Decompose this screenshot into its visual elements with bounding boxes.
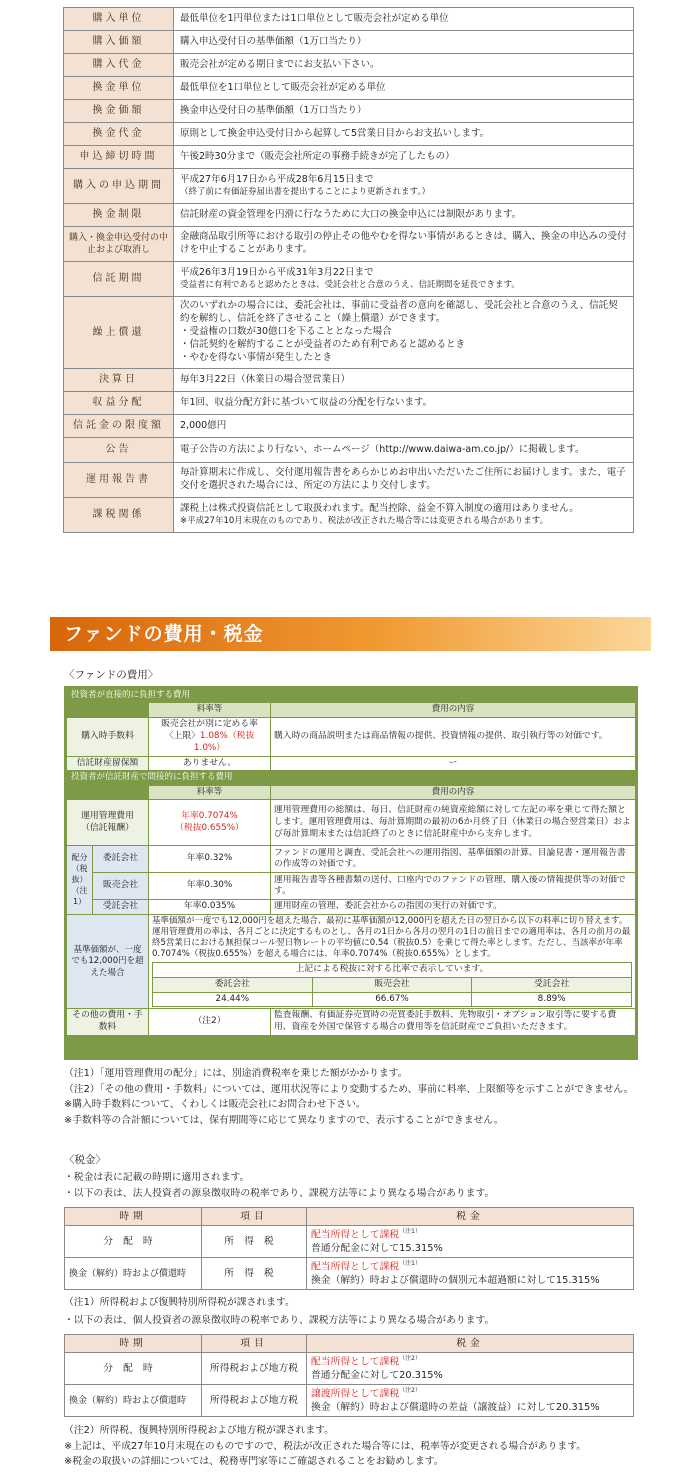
info-row-value: 2,000億円 xyxy=(174,415,634,438)
info-row-label: 購入・換金申込受付の中止および取消し xyxy=(64,227,174,262)
info-row-value: 信託財産の資金管理を円滑に行なうために大口の換金申込には制限があります。 xyxy=(174,204,634,227)
info-row xyxy=(64,8,634,31)
trust-reserve-content: ー xyxy=(271,756,636,771)
col-rate-header: 料率等 xyxy=(149,703,271,717)
info-row-value: 原則として換金申込受付日から起算して5営業日目からお支払いします。 xyxy=(174,123,634,146)
over-12000-label: 基準価額が、一度でも12,000円を超えた場合 xyxy=(67,915,149,1009)
info-row-label: 購入価額 xyxy=(64,31,174,54)
fund-cost-heading: 〈ファンドの費用〉 xyxy=(64,669,159,681)
info-row-value: 金融商品取引所等における取引の停止その他やむを得ない事情があるときは、購入、換金の申込みの受付けを中止することがあります。 xyxy=(174,227,634,262)
info-row-label: 収益分配 xyxy=(64,392,174,415)
ratio-header-trustor: 委託会社 xyxy=(153,977,313,992)
alloc-seller: 販売会社 xyxy=(93,873,149,900)
corp-row2-tax: 配当所得として課税$^{(注1)}$ 換金（解約）時および償還時の個別元本超過額に対して15.315% xyxy=(307,1258,634,1290)
other-fees-rate: （注2） xyxy=(149,1009,271,1036)
info-row-label: 信託期間 xyxy=(64,262,174,297)
info-row-value: 平成26年3月19日から平成31年3月22日まで 受益者に有利であると認めたときは、受託会社と合意のうえ、信託期間を延長できます。 xyxy=(174,262,634,297)
info-row-value: 販売会社が定める期日までにお支払い下さい。 xyxy=(174,54,634,77)
info-row-label: 購入単位 xyxy=(64,8,174,31)
final-note-3: ※税金の取扱いの詳細については、税務専門家等にご確認されることをお勧めします。 xyxy=(64,1456,444,1468)
info-row xyxy=(64,123,634,146)
alloc-trustor-content: ファンドの運用と調査、受託会社への運用指図、基準価額の計算、目論見書・運用報告書の作成等の対価です。 xyxy=(271,846,636,873)
ratio-header-trustee: 受託会社 xyxy=(472,977,632,992)
info-row-value: 電子公告の方法により行ない、ホームページ（http://www.daiwa-am.co.jp/）に掲載します。 xyxy=(174,438,634,463)
mgmt-fee-rate: 年率0.7074% （税抜0.655%） xyxy=(149,800,271,846)
indiv-row2-period: 換金（解約）時および償還時 xyxy=(65,1385,202,1417)
redemption-condition: ・ 受益権の口数が30億口を下ることとなった場合 xyxy=(180,326,627,339)
final-notes xyxy=(64,1423,644,1470)
indiv-bullet: ・以下の表は、個人投資者の源泉徴収時の税率であり、課税方法等により異なる場合があります。 xyxy=(64,1315,495,1326)
info-row-value: 午後2時30分まで（販売会社所定の事務手続きが完了したもの） xyxy=(174,146,634,169)
tax-col-tax: 税金 xyxy=(307,1208,634,1226)
info-row-value: 換金申込受付日の基準価額（1万口当たり） xyxy=(174,100,634,123)
info-row-label: 購入の申込期間 xyxy=(64,169,174,204)
indiv-row2-tax: 譲渡所得として課税$^{(注2)}$ 換金（解約）時および償還時の差益（譲渡益）に対して20.315% xyxy=(307,1385,634,1417)
fund-info-table xyxy=(63,7,634,533)
info-row xyxy=(64,100,634,123)
info-row xyxy=(64,415,634,438)
col-rate-header-2: 料率等 xyxy=(149,785,271,799)
indirect-cost-band: 投資者が信託財産で間接的に負担する費用 xyxy=(67,771,636,785)
indiv-row1-tax: 配当所得として課税$^{(注2)}$ 普通分配金に対して20.315% xyxy=(307,1353,634,1385)
info-row xyxy=(64,54,634,77)
cost-note-3: ※購入時手数料について、くわしくは販売会社にお問合わせ下さい。 xyxy=(64,1099,366,1111)
trust-reserve-label: 信託財産留保額 xyxy=(67,756,149,771)
mgmt-fee-label: 運用管理費用 （信託報酬） xyxy=(67,800,149,846)
redemption-condition: ・ やむを得ない事情が発生したとき xyxy=(180,352,627,365)
cost-notes xyxy=(64,1066,644,1129)
info-row xyxy=(64,297,634,369)
corp-row1-item: 所得税 xyxy=(202,1226,307,1258)
other-fees-label: その他の費用・手数料 xyxy=(67,1009,149,1036)
indiv-row1-item: 所得税および地方税 xyxy=(202,1353,307,1385)
info-row-label: 繰上償還 xyxy=(64,297,174,369)
info-row-label: 課税関係 xyxy=(64,498,174,533)
purchase-fee-rate: 販売会社が別に定める率 〈上限〉1.08%（税抜1.0%） xyxy=(149,717,271,756)
other-fees-content: 監査報酬、有価証券売買時の売買委託手数料、先物取引・オプション取引等に要する費用、資産を外国で保管する場合の費用等を信託財産でご負担いただきます。 xyxy=(271,1009,636,1036)
info-row-label: 信託金の限度額 xyxy=(64,415,174,438)
tax-bullet-2: 以下の表は、法人投資者の源泉徴収時の税率であり、課税方法等により異なる場合があります。 xyxy=(73,1188,495,1200)
tax-col-item-2: 項目 xyxy=(202,1335,307,1353)
tax-bullets: ・税金は表に記載の時期に適用されます。 ・以下の表は、法人投資者の源泉徴収時の税率であり、課税方法等により異なる場合があります。 xyxy=(64,1172,495,1200)
info-row-value: 平成27年6月17日から平成28年6月15日まで （終了前に有価証券届出書を提出することにより更新されます。） xyxy=(174,169,634,204)
corp-row2-item: 所得税 xyxy=(202,1258,307,1290)
info-row-value: 購入申込受付日の基準価額（1万口当たり） xyxy=(174,31,634,54)
info-row-value: 最低単位を1口単位として販売会社が定める単位 xyxy=(174,77,634,100)
tax-bullet-1: 税金は表に記載の時期に適用されます。 xyxy=(73,1172,250,1183)
info-row-label: 購入代金 xyxy=(64,54,174,77)
tax-col-period: 時期 xyxy=(65,1208,202,1226)
info-row-value: 毎年3月22日（休業日の場合翌営業日） xyxy=(174,369,634,392)
alloc-seller-rate: 年率0.30% xyxy=(149,873,271,900)
indiv-row2-item: 所得税および地方税 xyxy=(202,1385,307,1417)
ratio-table xyxy=(152,962,632,1008)
col-content-header: 費用の内容 xyxy=(271,703,636,717)
info-row-label: 換金単位 xyxy=(64,77,174,100)
tax-col-period-2: 時期 xyxy=(65,1335,202,1353)
info-row-value: 課税上は株式投資信託として取扱われます。配当控除、益金不算入制度の適用はありません。 ※平成27年10月末現在のものであり、税法が改正された場合等には変更される場合があります。 xyxy=(174,498,634,533)
tax-col-item: 項目 xyxy=(202,1208,307,1226)
corp-row1-period: 分配時 xyxy=(65,1226,202,1258)
info-row-label: 換金代金 xyxy=(64,123,174,146)
over-12000-content: 基準価額が一度でも12,000円を超えた場合、最初に基準価額が12,000円を超えた日の翌日から以下の料率に切り替えます。運用管理費用の率は、各月ごとに決定するものとし、各月の1日から各月の翌月の1日の前日までの適用率は、各月の前月の最終5営業日における無担保コール翌日物レートの平均値に0.54（税抜0.5）を乗じて得た率とします。ただし、当該率が年率0.7074%（税抜0.655%）を超える場合には、年率0.7074%（税抜0.655%）とします。 上記による税抜に対する比率で表示しています。 委託会社 販売会社 受託会社 24.44% 66.67% 8.89% xyxy=(149,915,636,1009)
mgmt-fee-content: 運用管理費用の総額は、毎日、信託財産の純資産総額に対して左記の率を乗じて得た額とします。運用管理費用は、毎計算期間の最初の6か月終了日（休業日の場合翌営業日）および毎計算期末または信託終了のときに信託財産中から支弁します。 xyxy=(271,800,636,846)
info-row xyxy=(64,204,634,227)
cost-note-2: （注2）「その他の費用・手数料」については、運用状況等により変動するため、事前に料率、上限額等を示すことができません。 xyxy=(64,1083,634,1095)
alloc-trustor-rate: 年率0.32% xyxy=(149,846,271,873)
corp-row2-period: 換金（解約）時および償還時 xyxy=(65,1258,202,1290)
alloc-trustee: 受託会社 xyxy=(93,900,149,915)
alloc-trustee-content: 運用財産の管理、委託会社からの指図の実行の対価です。 xyxy=(271,900,636,915)
alloc-label: 配分（税抜）（注1） xyxy=(67,846,93,915)
ratio-value-trustee: 8.89% xyxy=(472,992,632,1007)
info-row-value: 毎計算期末に作成し、交付運用報告書をあらかじめお申出いただいたご住所にお届けします。また、電子交付を選択された場合には、所定の方法により交付します。 xyxy=(174,463,634,498)
info-row-label: 決算日 xyxy=(64,369,174,392)
ratio-value-seller: 66.67% xyxy=(312,992,472,1007)
info-row-label: 換金制限 xyxy=(64,204,174,227)
purchase-fee-label: 購入時手数料 xyxy=(67,717,149,756)
tax-col-tax-2: 税金 xyxy=(307,1335,634,1353)
alloc-trustor: 委託会社 xyxy=(93,846,149,873)
corp-row1-tax: 配当所得として課税$^{(注1)}$ 普通分配金に対して15.315% xyxy=(307,1226,634,1258)
alloc-seller-content: 運用報告書等各種書類の送付、口座内でのファンドの管理、購入後の情報提供等の対価です。 xyxy=(271,873,636,900)
tax-heading: 〈税金〉 xyxy=(64,1154,106,1166)
final-note-1: （注2）所得税、復興特別所得税および地方税が課されます。 xyxy=(64,1425,334,1436)
corporate-tax-table xyxy=(64,1207,634,1290)
fund-cost-table xyxy=(64,686,638,1060)
direct-cost-band: 投資者が直接的に負担する費用 xyxy=(67,689,636,703)
cost-note-4: ※手数料等の合計額については、保有期間等に応じて異なりますので、表示することができません。 xyxy=(64,1115,504,1127)
ratio-header-seller: 販売会社 xyxy=(312,977,472,992)
section-header-fees-taxes: ファンドの費用・税金 xyxy=(50,617,651,651)
info-row-label: 公告 xyxy=(64,438,174,463)
info-row-value: 次のいずれかの場合には、委託会社は、事前に受益者の意向を確認し、受託会社と合意のうえ、信託契約を解約し、信託を終了させること（繰上償還）ができます。 ・ 受益権の口数が30億口を下ることとなった場合 ・ 信託契約を解約することが受益者のため有利であると認めるとき ・ やむを得ない事情が発生したとき xyxy=(174,297,634,369)
info-row xyxy=(64,498,634,533)
indiv-row1-period: 分配時 xyxy=(65,1353,202,1385)
redemption-condition: ・ 信託契約を解約することが受益者のため有利であると認めるとき xyxy=(180,339,627,352)
alloc-trustee-rate: 年率0.035% xyxy=(149,900,271,915)
info-row xyxy=(64,463,634,498)
info-row-label: 申込締切時間 xyxy=(64,146,174,169)
info-row xyxy=(64,369,634,392)
info-row xyxy=(64,31,634,54)
col-content-header-2: 費用の内容 xyxy=(271,785,636,799)
ratio-caption: 上記による税抜に対する比率で表示しています。 xyxy=(153,962,632,977)
info-row xyxy=(64,438,634,463)
ratio-value-trustor: 24.44% xyxy=(153,992,313,1007)
info-row xyxy=(64,392,634,415)
info-row xyxy=(64,146,634,169)
info-row xyxy=(64,169,634,204)
info-row-label: 換金価額 xyxy=(64,100,174,123)
info-row-label: 運用報告書 xyxy=(64,463,174,498)
trust-reserve-rate: ありません。 xyxy=(149,756,271,771)
individual-tax-table xyxy=(64,1334,634,1417)
cost-note-1: （注1）「運用管理費用の配分」には、別途消費税率を乗じた額がかかります。 xyxy=(64,1068,408,1079)
info-row-value: 最低単位を1円単位または1口単位として販売会社が定める単位 xyxy=(174,8,634,31)
corp-note: （注1）所得税および復興特別所得税が課されます。 xyxy=(64,1297,295,1308)
info-row xyxy=(64,227,634,262)
purchase-fee-content: 購入時の商品説明または商品情報の提供、投資情報の提供、取引執行等の対価です。 xyxy=(271,717,636,756)
final-note-2: ※上記は、平成27年10月末現在のものですので、税法が改正された場合等には、税率等が変更される場合があります。 xyxy=(64,1440,587,1452)
info-row xyxy=(64,262,634,297)
info-row xyxy=(64,77,634,100)
info-row-value: 年1回、収益分配方針に基づいて収益の分配を行ないます。 xyxy=(174,392,634,415)
